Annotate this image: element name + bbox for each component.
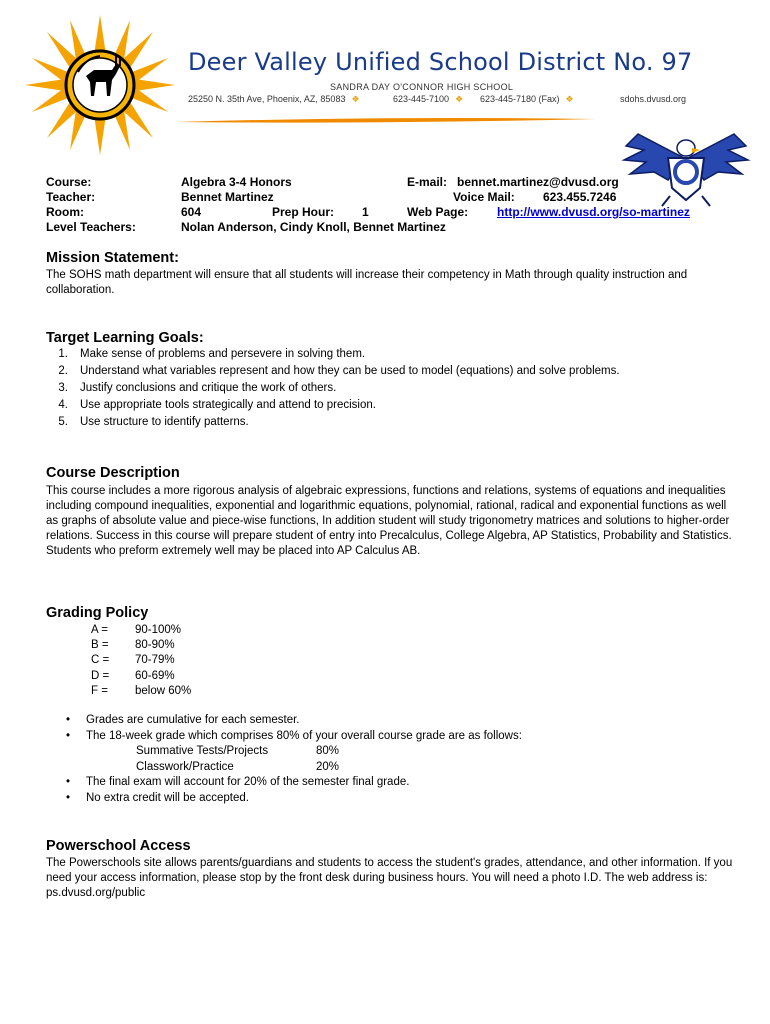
powerschool-text: The Powerschools site allows parents/guardians and students to access the student's grades, attendance, and other information. If you need your access information, please stop by the front desk during business hours. You will need a photo I.D. The web address is: ps.dvusd.org/public: [46, 857, 733, 899]
separator-diamond: ❖: [565, 94, 574, 104]
grade-row: D = 60-69%: [91, 669, 175, 682]
list-item: • Grades are cumulative for each semester.: [66, 714, 300, 726]
grading-bullets: [46, 713, 746, 806]
header-swoosh-divider: [176, 110, 596, 130]
mission-heading: Mission Statement:: [46, 250, 179, 266]
school-sun-logo: [20, 10, 180, 160]
list-item: • The 18-week grade which comprises 80% of your overall course grade are as follows:: [66, 729, 522, 742]
webpage-label: Web Page:: [407, 205, 469, 219]
fax: 623-445-7180 (Fax): [480, 94, 560, 104]
eagle-mascot-logo: [618, 128, 754, 208]
course-label: Course:: [46, 175, 92, 189]
room-label: Room:: [46, 205, 84, 219]
teacher-label: Teacher:: [46, 190, 96, 204]
goals-list: [46, 346, 746, 431]
grade-row: F = below 60%: [91, 684, 192, 697]
course-name: Algebra 3-4 Honors: [181, 175, 292, 189]
address: 25250 N. 35th Ave, Phoenix, AZ, 85083: [188, 94, 346, 104]
list-item: 2. Understand what variables represent and how they can be used to model (equations) and solve problems.: [58, 365, 620, 377]
website: sdohs.dvusd.org: [620, 94, 687, 104]
mission-text: The SOHS math department will ensure that all students will increase their competency in Math through quality instruction and collaboration.: [46, 269, 688, 296]
list-item: 5. Use structure to identify patterns.: [58, 416, 249, 428]
goals-heading: Target Learning Goals:: [46, 330, 204, 346]
district-title: Deer Valley Unified School District No. 97: [188, 48, 693, 76]
weight-row: Summative Tests/Projects 80%: [136, 745, 340, 757]
room-number: 604: [181, 205, 202, 219]
school-name: SANDRA DAY O'CONNOR HIGH SCHOOL: [330, 82, 514, 92]
phone-block: [393, 94, 463, 105]
voicemail-label: Voice Mail:: [453, 190, 515, 204]
prep-hour: 1: [362, 205, 369, 219]
separator-diamond: ❖: [351, 94, 360, 104]
fax-block: [480, 94, 574, 105]
phone: 623-445-7100: [393, 94, 450, 104]
grading-heading: Grading Policy: [46, 605, 149, 621]
course-description-text: This course includes a more rigorous analysis of algebraic expressions, functions and relations, systems of equations and inequalities including compound inequalities, exponential and logarithmic equations, polynomial, rational, radical and exponential functions as well as graphs of absolute value and piece-wise functions, In addition student will study trigonometry matrices and solutions to higher-order relations. Success in this course will prepare student of entry into Precalculus, College Algebra, AP Statistics, Probability and Statistics. Students who preform extremely well may be placed into AP Calculus AB.: [46, 485, 732, 557]
level-teachers-label: Level Teachers:: [46, 220, 136, 234]
list-item: 3. Justify conclusions and critique the work of others.: [58, 382, 337, 394]
grade-row: B = 80-90%: [91, 639, 175, 652]
list-item: 4. Use appropriate tools strategically and attend to precision.: [58, 399, 376, 411]
list-item: 1. Make sense of problems and persevere in solving them.: [58, 348, 366, 360]
address-block: [188, 94, 360, 105]
grade-row: C = 70-79%: [91, 654, 175, 667]
separator-diamond: ❖: [455, 94, 464, 104]
prep-hour-label: Prep Hour:: [272, 205, 335, 219]
powerschool-heading: Powerschool Access: [46, 838, 191, 854]
email-address[interactable]: bennet.martinez@dvusd.org: [457, 175, 619, 189]
grade-scale: [91, 623, 191, 699]
webpage-link[interactable]: http://www.dvusd.org/so-martinez: [497, 205, 690, 219]
course-description-heading: Course Description: [46, 465, 180, 481]
weight-row: Classwork/Practice 20%: [136, 760, 340, 773]
list-item: • The final exam will account for 20% of the semester final grade.: [66, 776, 410, 788]
email-label: E-mail:: [407, 175, 448, 189]
teacher-name: Bennet Martinez: [181, 190, 274, 204]
level-teachers: Nolan Anderson, Cindy Knoll, Bennet Martinez: [181, 220, 446, 234]
grade-row: A = 90-100%: [91, 624, 182, 636]
voicemail-number: 623.455.7246: [543, 190, 617, 204]
list-item: • No extra credit will be accepted.: [66, 791, 249, 804]
